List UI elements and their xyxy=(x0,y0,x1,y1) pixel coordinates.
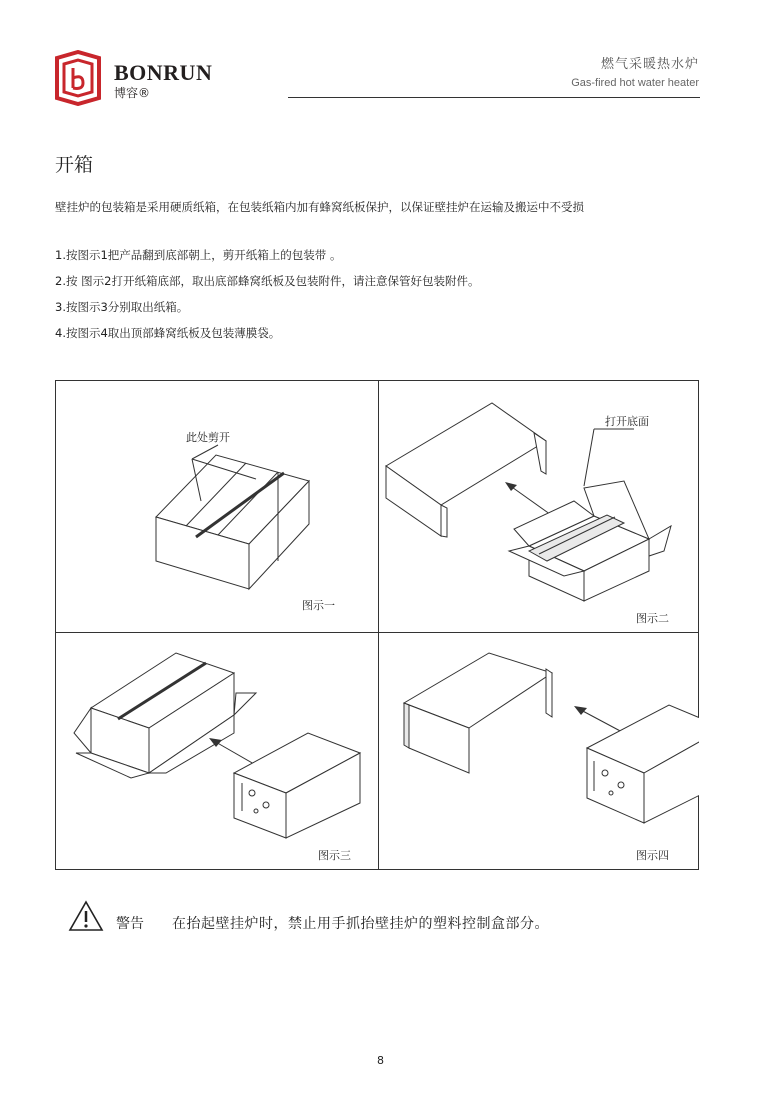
figure-2-caption: 图示二 xyxy=(636,612,669,625)
header-divider xyxy=(288,97,700,98)
figure-3-caption: 图示三 xyxy=(318,849,351,862)
figure-2 xyxy=(379,381,699,632)
figure-1-annotation: 此处剪开 xyxy=(186,431,230,444)
figure-grid xyxy=(55,380,699,870)
figure-1-illustration xyxy=(56,381,378,632)
figure-3-illustration xyxy=(56,633,378,869)
figure-4 xyxy=(379,633,699,869)
figure-4-caption: 图示四 xyxy=(636,849,669,862)
warning-icon xyxy=(68,900,104,936)
figure-2-annotation: 打开底面 xyxy=(605,415,649,428)
step-item: 3.按图示3分别取出纸箱。 xyxy=(55,300,189,314)
step-item: 1.按图示1把产品翻到底部朝上，剪开纸箱上的包装带 。 xyxy=(55,248,342,262)
figure-3 xyxy=(56,633,378,869)
figure-1-caption: 图示一 xyxy=(302,599,335,612)
section-title: 开箱 xyxy=(55,154,94,176)
product-title-cn: 燃气采暖热水炉 xyxy=(600,57,699,72)
step-item: 4.按图示4取出顶部蜂窝纸板及包装薄膜袋。 xyxy=(55,326,281,340)
step-item: 2.按 图示2打开纸箱底部，取出底部蜂窝纸板及包装附件，请注意保管好包装附件。 xyxy=(55,274,480,288)
figure-1 xyxy=(56,381,378,632)
brand-logo-icon xyxy=(53,50,103,110)
page-number: 8 xyxy=(377,1054,384,1067)
brand-name-en: BONRUN xyxy=(114,60,213,85)
brand-name-cn: 博容® xyxy=(114,86,151,100)
figure-4-illustration xyxy=(379,633,699,869)
product-title-en: Gas-fired hot water heater xyxy=(571,77,699,89)
warning-text: 在抬起壁挂炉时，禁止用手抓抬壁挂炉的塑料控制盒部分。 xyxy=(172,916,549,932)
steps-list xyxy=(55,248,479,352)
warning-label: 警告 xyxy=(116,916,144,932)
figure-2-illustration xyxy=(379,381,699,632)
intro-paragraph: 壁挂炉的包装箱是采用硬质纸箱，在包装纸箱内加有蜂窝纸板保护，以保证壁挂炉在运输及搬运中不受损 xyxy=(55,200,584,214)
